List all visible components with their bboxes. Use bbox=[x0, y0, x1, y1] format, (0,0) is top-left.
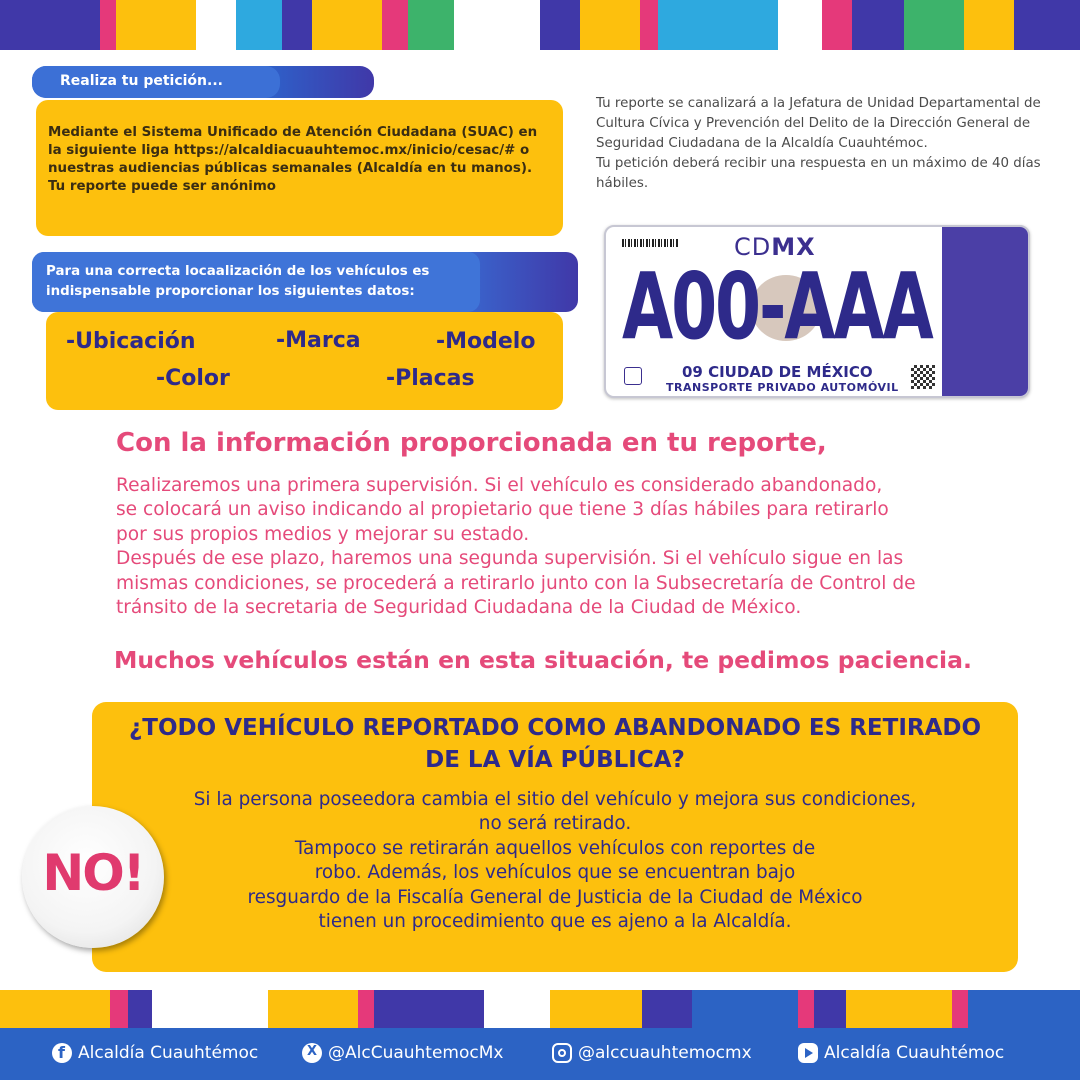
youtube-icon bbox=[798, 1043, 818, 1063]
field-brand: -Marca bbox=[276, 328, 361, 353]
process-line: tránsito de la secretaria de Seguridad Ciudadana de la Ciudad de México. bbox=[116, 597, 802, 619]
routing-info bbox=[596, 94, 1046, 194]
bottom-decorative-stripe bbox=[0, 990, 1080, 1028]
plate-barcode bbox=[622, 239, 678, 247]
plate-side-band bbox=[942, 227, 1028, 396]
no-answer-text: NO! bbox=[42, 844, 144, 902]
faq-answer bbox=[92, 788, 1018, 934]
x-icon bbox=[302, 1043, 322, 1063]
process-line: mismas condiciones, se procederá a retirarlo junto con la Subsecretaría de Control de bbox=[116, 572, 916, 594]
x-handle: @AlcCuauhtemocMx bbox=[328, 1043, 504, 1063]
field-model: -Modelo bbox=[436, 329, 536, 354]
petition-header bbox=[32, 66, 374, 98]
faq-answer-line: Tampoco se retirarán aquellos vehículos con reportes de bbox=[294, 837, 816, 859]
process-line: se colocará un aviso indicando al propietario que tiene 3 días hábiles para retirarlo bbox=[116, 499, 889, 521]
facebook-icon bbox=[52, 1043, 72, 1063]
facebook-link[interactable] bbox=[52, 1043, 258, 1063]
instagram-handle: @alccuauhtemocmx bbox=[578, 1043, 752, 1063]
faq-answer-line: Si la persona poseedora cambia el sitio del vehículo y mejora sus condiciones, bbox=[193, 789, 917, 810]
field-plates: -Placas bbox=[386, 366, 475, 391]
faq-answer-line: robo. Además, los vehículos que se encuentran bajo bbox=[314, 862, 796, 884]
process-line: por sus propios medios y mejorar su estado. bbox=[116, 523, 530, 545]
plate-qr-icon bbox=[911, 365, 935, 389]
field-color: -Color bbox=[156, 366, 230, 391]
social-footer bbox=[0, 1028, 1080, 1080]
process-body bbox=[116, 474, 996, 620]
plate-city: 09 CIUDAD DE MÉXICO bbox=[682, 363, 873, 381]
data-request-header bbox=[32, 252, 578, 312]
process-line: Realizaremos una primera supervisión. Si el vehículo es considerado abandonado, bbox=[116, 475, 883, 496]
instagram-icon bbox=[552, 1043, 572, 1063]
faq-box bbox=[92, 702, 1018, 972]
facebook-handle: Alcaldía Cuauhtémoc bbox=[78, 1043, 259, 1063]
required-fields-box bbox=[46, 312, 563, 410]
license-plate-image bbox=[604, 225, 1030, 398]
top-decorative-stripe bbox=[0, 0, 1080, 50]
faq-answer-line: no será retirado. bbox=[478, 813, 632, 835]
youtube-handle: Alcaldía Cuauhtémoc bbox=[824, 1043, 1005, 1063]
no-answer-badge bbox=[22, 806, 164, 948]
petition-info-box bbox=[36, 100, 563, 236]
faq-answer-line: tienen un procedimiento que es ajeno a la Alcaldía. bbox=[318, 911, 792, 933]
youtube-link[interactable] bbox=[798, 1043, 1004, 1063]
process-closing: Muchos vehículos están en esta situación, te pedimos paciencia. bbox=[114, 646, 972, 674]
plate-brand: CDMX bbox=[734, 233, 816, 261]
faq-question: ¿TODO VEHÍCULO REPORTADO COMO ABANDONADO ES RETIRADO DE LA VÍA PÚBLICA? bbox=[128, 715, 982, 773]
field-location: -Ubicación bbox=[66, 329, 196, 354]
deadline-text: Tu petición deberá recibir una respuesta en un máximo de 40 días hábiles. bbox=[596, 156, 1041, 191]
data-request-text: Para una correcta locaalización de los vehículos es indispensable proporcionar los siguientes datos: bbox=[46, 264, 430, 299]
plate-shield-icon bbox=[624, 367, 642, 385]
faq-answer-line: resguardo de la Fiscalía General de Justicia de la Ciudad de México bbox=[247, 886, 863, 908]
process-line: Después de ese plazo, haremos una segunda supervisión. Si el vehículo sigue en las bbox=[116, 548, 904, 570]
process-heading: Con la información proporcionada en tu reporte, bbox=[116, 428, 827, 458]
petition-header-text: Realiza tu petición... bbox=[60, 73, 223, 89]
petition-info-text: Mediante el Sistema Unificado de Atención Ciudadana (SUAC) en la siguiente liga https://alcaldiacuauhtemoc.mx/inicio/cesac/# o nuestras audiencias públicas semanales (Alcaldía en tu manos). Tu reporte puede ser anónimo bbox=[48, 125, 538, 194]
plate-type: TRANSPORTE PRIVADO AUTOMÓVIL bbox=[666, 381, 899, 394]
plate-number: A00-AAA bbox=[622, 253, 932, 360]
routing-text: Tu reporte se canalizará a la Jefatura de Unidad Departamental de Cultura Cívica y Prevención del Delito de la Dirección General de Seguridad Ciudadana de la Alcaldía Cuauhtémoc. bbox=[596, 96, 1041, 151]
x-link[interactable] bbox=[302, 1043, 503, 1063]
instagram-link[interactable] bbox=[552, 1043, 752, 1063]
